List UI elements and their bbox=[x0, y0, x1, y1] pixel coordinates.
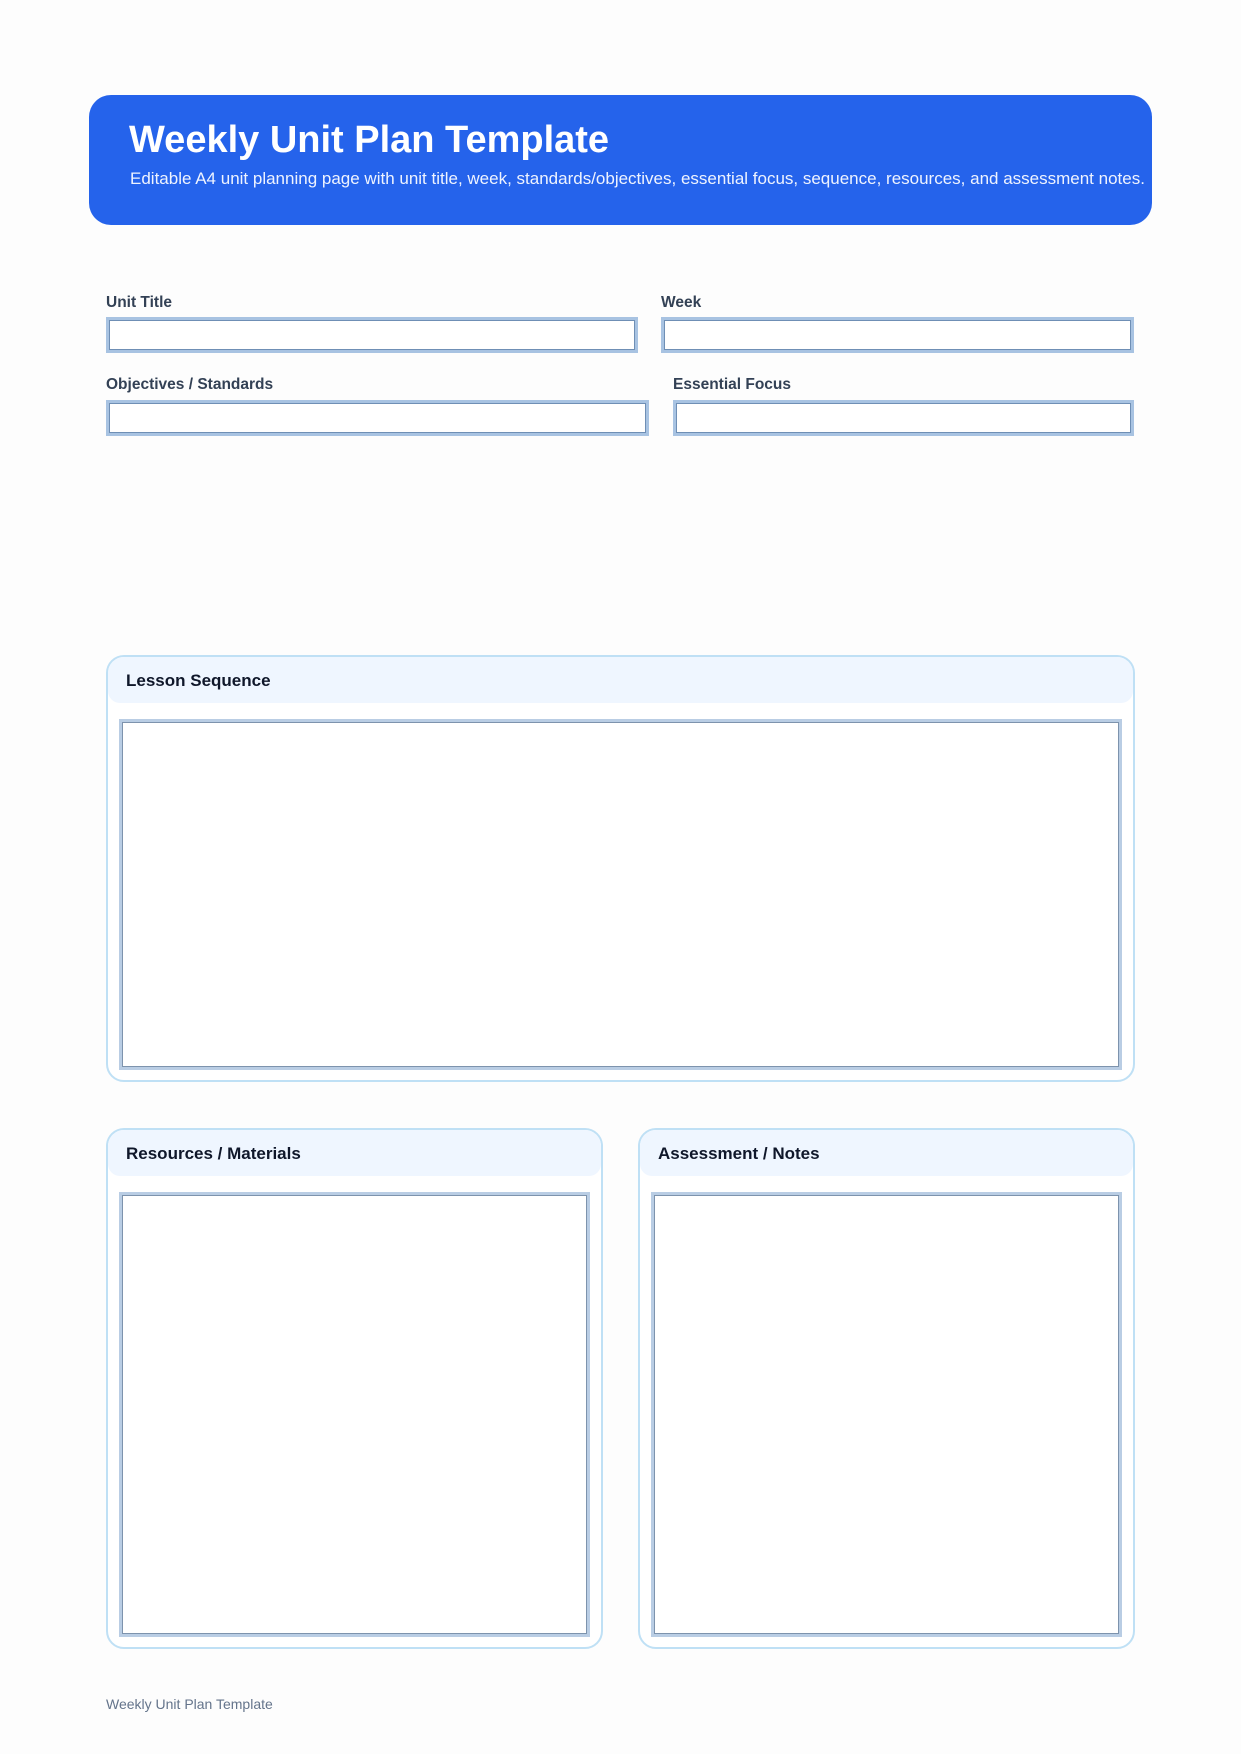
resources-title: Resources / Materials bbox=[126, 1144, 301, 1163]
resources-textarea[interactable] bbox=[119, 1192, 590, 1637]
page-footer: Weekly Unit Plan Template bbox=[106, 1696, 273, 1712]
lesson-sequence-header bbox=[108, 657, 1133, 703]
assessment-card bbox=[638, 1128, 1135, 1649]
resources-card bbox=[106, 1128, 603, 1649]
week-field[interactable] bbox=[661, 317, 1134, 353]
header-banner bbox=[89, 95, 1152, 225]
objectives-field[interactable] bbox=[106, 400, 649, 436]
lesson-sequence-textarea[interactable] bbox=[119, 719, 1122, 1070]
page-subtitle: Editable A4 unit planning page with unit title, week, standards/objectives, essential focus, sequence, resources, and assessment notes. bbox=[130, 169, 1145, 188]
unit-title-label: Unit Title bbox=[106, 294, 173, 311]
lesson-sequence-card bbox=[106, 655, 1135, 1082]
resources-header bbox=[108, 1130, 601, 1176]
assessment-header bbox=[640, 1130, 1133, 1176]
assessment-textarea[interactable] bbox=[651, 1192, 1122, 1637]
unit-title-field[interactable] bbox=[106, 317, 638, 353]
essential-focus-label: Essential Focus bbox=[673, 376, 792, 393]
essential-focus-field[interactable] bbox=[673, 400, 1134, 436]
week-label: Week bbox=[661, 294, 702, 311]
assessment-title: Assessment / Notes bbox=[658, 1144, 820, 1163]
lesson-sequence-title: Lesson Sequence bbox=[126, 671, 271, 690]
objectives-label: Objectives / Standards bbox=[106, 376, 274, 393]
page-title: Weekly Unit Plan Template bbox=[129, 119, 610, 161]
